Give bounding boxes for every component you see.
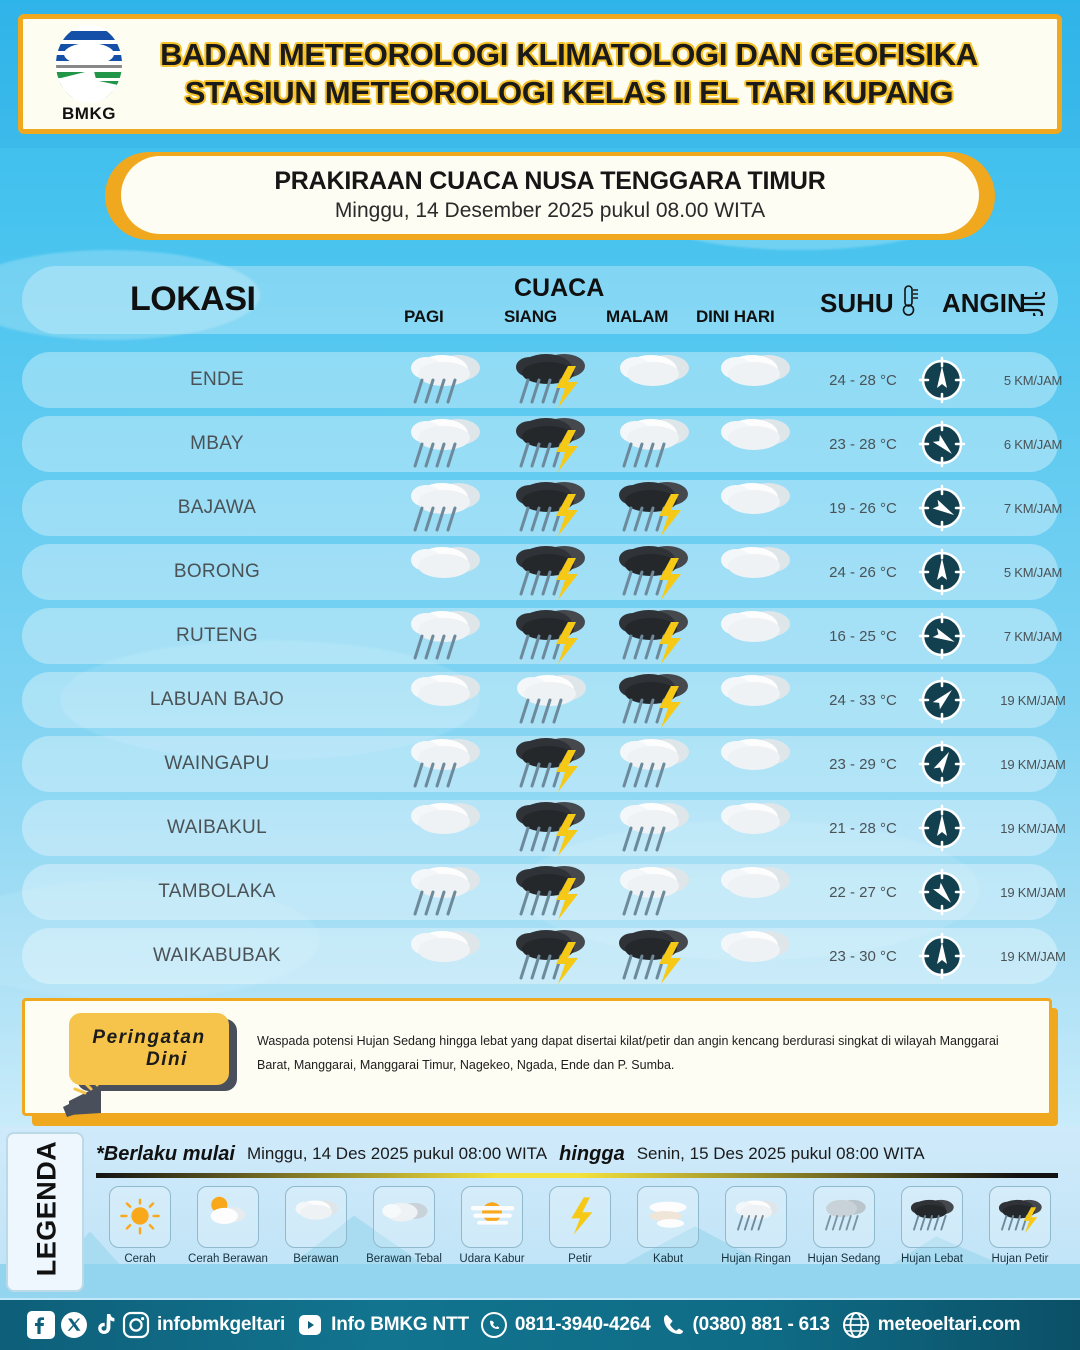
whatsapp-icon[interactable] [480,1311,508,1339]
warning-badge-line2: Dini [146,1049,188,1070]
weather-icon-malam [605,472,701,544]
warning-box [22,998,1052,1116]
legend-label: Berawan Tebal [366,1253,442,1265]
row-wind-speed: 7 KM/JAM [1003,628,1063,644]
forecast-title: PRAKIRAAN CUACA NUSA TENGGARA TIMUR [274,167,826,195]
wind-direction-compass [918,868,966,916]
legend-icon-berawan-tebal [373,1186,435,1248]
row-wind-speed: 19 KM/JAM [1000,884,1066,900]
table-row[interactable] [22,416,1063,472]
legend-icon-berawan [285,1186,347,1248]
legend-item [800,1186,888,1294]
column-header-lokasi: LOKASI [130,280,256,318]
row-temperature: 16 - 25 °C [829,627,897,645]
weather-icon-pagi [396,472,492,544]
legend-item [448,1186,536,1294]
row-temperature: 24 - 26 °C [829,563,897,581]
weather-icon-pagi [396,344,492,416]
validity-row [96,1134,1062,1174]
divider-rule [96,1173,1058,1178]
weather-icon-malam [605,792,701,864]
wind-direction-compass [918,612,966,660]
weather-icon-malam [605,664,701,736]
legend-label: Udara Kabur [459,1253,525,1265]
weather-icon-pagi [396,792,492,864]
row-wind-speed: 19 KM/JAM [1000,692,1066,708]
legend-tab [6,1132,84,1292]
wind-direction-compass [918,548,966,596]
weather-icon-dinihari [706,344,802,416]
weather-icon-dinihari [706,472,802,544]
youtube-label: Info BMKG NTT [331,1314,469,1335]
weather-icon-siang [502,472,598,544]
legend-label: Kabut [652,1253,684,1265]
legend-icon-hujan-lebat [901,1186,963,1248]
row-wind-speed: 19 KM/JAM [1000,820,1066,836]
row-wind-speed: 5 KM/JAM [1003,372,1063,388]
weather-icon-malam [605,920,701,992]
forecast-datetime: Minggu, 14 Desember 2025 pukul 08.00 WITA [334,199,766,222]
row-location: WAIBAKUL [167,817,267,838]
legend-item [536,1186,624,1294]
row-temperature: 22 - 27 °C [829,883,897,901]
weather-icon-malam [605,536,701,608]
legend-item [624,1186,712,1294]
table-row[interactable] [22,800,1066,856]
weather-icon-dinihari [706,408,802,480]
validity-end-value: Senin, 15 Des 2025 pukul 08:00 WITA [636,1144,925,1163]
weather-icon-siang [502,408,598,480]
table-row[interactable] [22,352,1063,408]
footer-contact-bar [0,1300,1080,1350]
bmkg-logo-text: BMKG [62,103,116,123]
weather-icon-siang [502,856,598,928]
legend-label: Berawan [293,1253,339,1265]
weather-icon-siang [502,600,598,672]
wind-icon [1020,292,1054,321]
legend-item [360,1186,448,1294]
column-header-pagi: PAGI [404,307,444,326]
legend-items [96,1186,1064,1294]
weather-icon-dinihari [706,728,802,800]
warning-text: Waspada potensi Hujan Sedang hingga lebat yang dapat disertai kilat/petir dan angin kencang berdurasi singkat di wilayah Manggarai Barat, Manggarai, Manggarai Timur, Nagekeo, Ngada, Ende dan P. Sumba. [257,1034,999,1073]
row-location: MBAY [190,433,244,454]
weather-icon-siang [502,664,598,736]
weather-icon-dinihari [706,664,802,736]
table-row[interactable] [22,608,1063,664]
website: meteoeltari.com [877,1314,1021,1335]
phone-number: (0380) 881 - 613 [692,1314,830,1335]
row-wind-speed: 19 KM/JAM [1000,756,1066,772]
weather-icon-siang [502,536,598,608]
row-location: RUTENG [175,625,259,646]
wind-direction-compass [918,804,966,852]
weather-icon-dinihari [706,792,802,864]
row-temperature: 23 - 28 °C [829,435,897,453]
weather-icon-dinihari [706,920,802,992]
row-temperature: 24 - 28 °C [829,371,897,389]
legend-icon-petir [549,1186,611,1248]
row-location: WAIKABUBAK [153,945,281,966]
legend-icon-hujan-sedang [813,1186,875,1248]
forecast-title-pill [105,152,995,240]
legend-icon-hujan-ringan [725,1186,787,1248]
legend-title: LEGENDA [31,1140,62,1277]
weather-icon-pagi [396,536,492,608]
weather-icon-dinihari [706,600,802,672]
column-header-cuaca: CUACA [514,274,605,302]
weather-icon-siang [502,920,598,992]
thermometer-icon [898,284,920,323]
column-header-angin: ANGIN [942,288,1026,318]
legend-label: Hujan Lebat [900,1253,964,1265]
megaphone-icon [61,1073,139,1122]
weather-icon-malam [605,728,701,800]
wind-direction-compass [918,740,966,788]
legend-label: Cerah [124,1253,156,1265]
weather-icon-malam [605,408,701,480]
wind-direction-compass [918,356,966,404]
table-row[interactable] [22,480,1063,536]
org-title-line1: BADAN METEOROLOGI KLIMATOLOGI DAN GEOFISIKA [160,37,978,73]
column-header-suhu: SUHU [820,288,894,318]
legend-icon-cerah [109,1186,171,1248]
bmkg-logo [23,25,141,124]
globe-icon[interactable] [841,1310,871,1340]
tiktok-icon[interactable] [93,1311,117,1339]
row-temperature: 19 - 26 °C [829,499,897,517]
legend-item [96,1186,184,1294]
weather-icon-pagi [396,920,492,992]
wind-direction-compass [918,484,966,532]
table-row[interactable] [22,864,1066,920]
whatsapp-number: 0811-3940-4264 [514,1314,651,1335]
weather-icon-pagi [396,664,492,736]
weather-icon-malam [605,856,701,928]
table-header [22,266,1058,334]
legend-icon-hujan-petir [989,1186,1051,1248]
org-title-line2: STASIUN METEOROLOGI KELAS II EL TARI KUPANG [184,75,954,110]
row-temperature: 21 - 28 °C [829,819,897,837]
facebook-icon[interactable] [27,1311,55,1339]
legend-label: Cerah Berawan [188,1253,268,1265]
legend-item [712,1186,800,1294]
row-location: BORONG [173,561,261,582]
legend-label: Hujan Petir [991,1253,1049,1265]
legend-item [888,1186,976,1294]
row-temperature: 23 - 30 °C [829,947,897,965]
row-location: BAJAWA [177,497,257,518]
legend-icon-udara-kabur [461,1186,523,1248]
table-row[interactable] [22,544,1063,600]
social-handle: infobmkgeltari [157,1314,286,1335]
weather-icon-dinihari [706,856,802,928]
table-row[interactable] [22,736,1066,792]
validity-until-label: hingga [559,1142,625,1165]
table-row[interactable] [22,928,1066,984]
wind-direction-compass [918,932,966,980]
x-twitter-icon[interactable] [60,1311,88,1339]
header-titles [141,36,1057,112]
warning-badge-line1: Peringatan [92,1027,206,1048]
weather-icon-pagi [396,728,492,800]
legend-icon-cerah-berawan [197,1186,259,1248]
table-row[interactable] [22,672,1066,728]
row-wind-speed: 19 KM/JAM [1000,948,1066,964]
weather-icon-dinihari [706,536,802,608]
wind-direction-compass [918,420,966,468]
weather-icon-pagi [396,600,492,672]
phone-icon[interactable] [661,1311,685,1339]
row-location: TAMBOLAKA [158,881,276,902]
legend-item [976,1186,1064,1294]
instagram-icon[interactable] [122,1311,150,1339]
legend-item [184,1186,272,1294]
column-header-siang: SIANG [504,307,557,326]
weather-icon-malam [605,344,701,416]
validity-start-label: *Berlaku mulai [96,1142,235,1165]
weather-icon-siang [502,792,598,864]
row-location: ENDE [190,369,244,390]
weather-icon-siang [502,728,598,800]
legend-item [272,1186,360,1294]
validity-start-value: Minggu, 14 Des 2025 pukul 08:00 WITA [246,1144,548,1163]
row-wind-speed: 5 KM/JAM [1003,564,1063,580]
weather-icon-malam [605,600,701,672]
legend-label: Hujan Sedang [807,1253,881,1265]
weather-icon-siang [502,344,598,416]
header-box [18,14,1062,134]
legend-icon-kabut [637,1186,699,1248]
row-temperature: 23 - 29 °C [829,755,897,773]
weather-icon-pagi [396,408,492,480]
column-header-malam: MALAM [606,307,669,326]
column-header-dinihari: DINI HARI [696,307,775,326]
row-temperature: 24 - 33 °C [829,691,897,709]
legend-label: Petir [568,1253,592,1265]
row-location: WAINGAPU [164,753,270,774]
row-wind-speed: 6 KM/JAM [1003,436,1063,452]
legend-label: Hujan Ringan [721,1253,791,1265]
weather-icon-pagi [396,856,492,928]
bmkg-logo-icon [56,25,122,103]
row-location: LABUAN BAJO [149,689,285,710]
youtube-icon[interactable] [296,1312,324,1338]
row-wind-speed: 7 KM/JAM [1003,500,1063,516]
wind-direction-compass [918,676,966,724]
